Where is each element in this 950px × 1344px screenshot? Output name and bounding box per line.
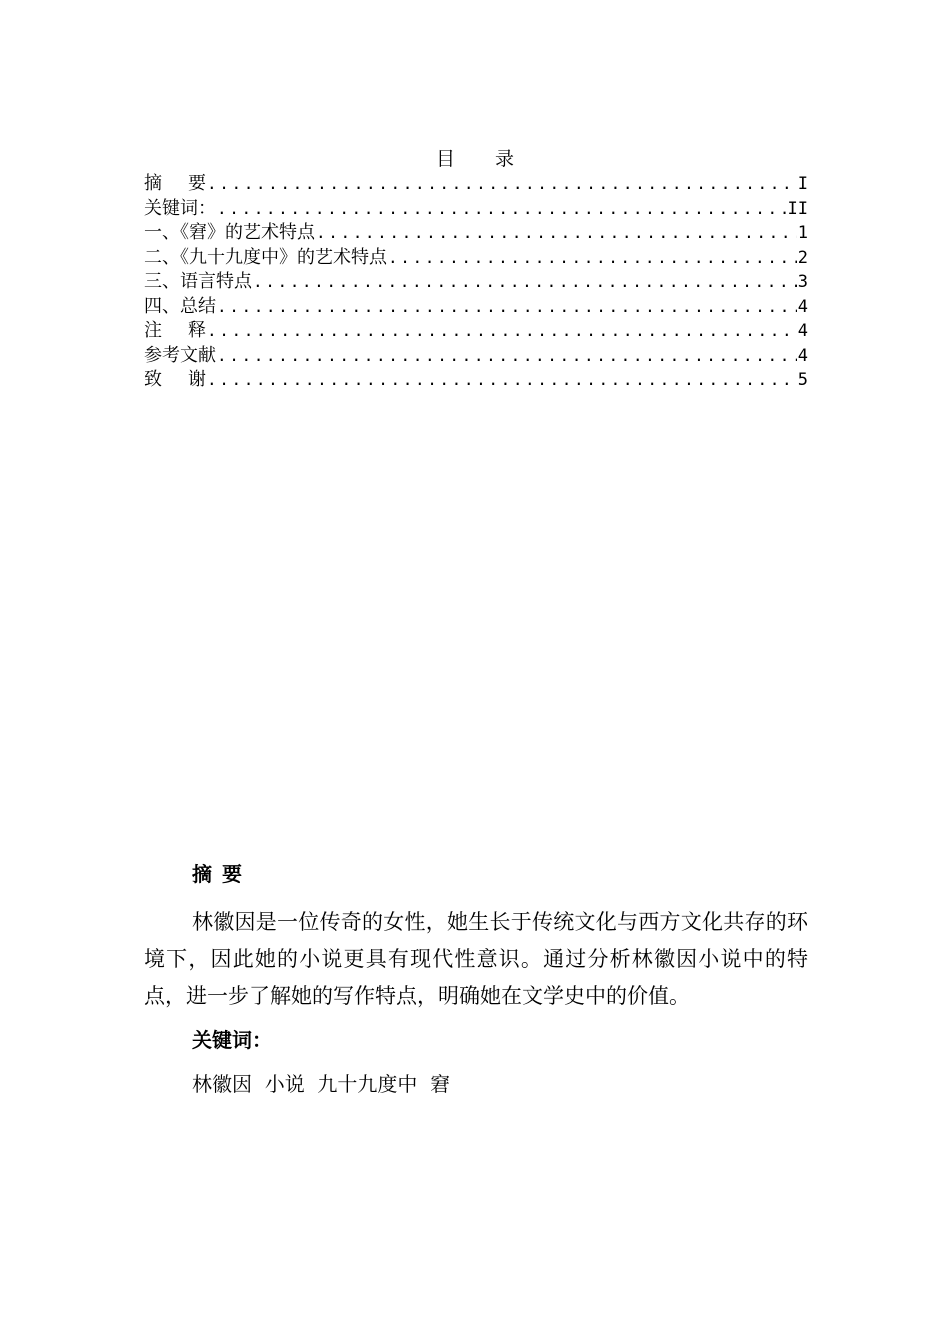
toc-leader-dots: [207, 368, 797, 393]
toc-page-number: 4: [797, 345, 808, 366]
toc-entry-label: 摘 要: [144, 173, 206, 194]
toc-entry-label: 致 谢: [144, 369, 206, 390]
toc-entry-label: 注 释: [144, 320, 206, 341]
toc-title: [0, 144, 950, 171]
toc-entry-label: 三、语言特点: [144, 271, 252, 292]
table-of-contents: [144, 172, 808, 393]
toc-leader-dots: [388, 246, 797, 271]
toc-page-number: 2: [797, 247, 808, 268]
keywords-list: 林徽因 小说 九十九度中 窘: [192, 1072, 451, 1096]
toc-page-number: 4: [797, 321, 808, 341]
toc-entry-section-4[interactable]: [144, 295, 808, 320]
toc-entry-notes[interactable]: [144, 319, 808, 344]
toc-page-number: 1: [797, 223, 808, 243]
toc-entry-label: 参考文献: [144, 344, 216, 366]
keywords-heading: 关键词：: [192, 1028, 272, 1052]
abstract-body: 林徽因是一位传奇的女性，她生长于传统文化与西方文化共存的环境下，因此她的小说更具有现代性意识。通过分析林徽因小说中的特点，进一步了解她的写作特点，明确她在文学史中的价值。: [144, 910, 808, 1008]
toc-page-number: 5: [797, 370, 808, 390]
toc-entry-label: 二、《九十九度中》的艺术特点: [144, 246, 387, 268]
toc-page-number: 4: [797, 296, 808, 317]
toc-leader-dots: [217, 197, 787, 222]
toc-entry-section-3[interactable]: [144, 270, 808, 295]
toc-entry-label: 四、总结: [144, 295, 216, 317]
toc-entry-keywords[interactable]: [144, 197, 808, 222]
toc-title-left: 目: [435, 148, 455, 170]
toc-leader-dots: [207, 172, 797, 197]
toc-leader-dots: [217, 344, 797, 369]
toc-entry-references[interactable]: [144, 344, 808, 369]
toc-page-number: 3: [797, 272, 808, 292]
toc-entry-label: 一、《窘》的艺术特点: [144, 222, 315, 243]
toc-title-right: 录: [495, 148, 515, 170]
abstract-heading: 摘 要: [192, 862, 242, 886]
toc-leader-dots: [253, 270, 797, 295]
toc-entry-label: 关键词：: [144, 197, 216, 219]
toc-leader-dots: [217, 295, 797, 320]
toc-entry-section-2[interactable]: [144, 246, 808, 271]
toc-leader-dots: [316, 221, 797, 246]
toc-page-number: II: [787, 198, 808, 219]
toc-entry-abstract[interactable]: [144, 172, 808, 197]
toc-entry-acknowledgements[interactable]: [144, 368, 808, 393]
toc-page-number: I: [797, 174, 808, 194]
toc-entry-section-1[interactable]: [144, 221, 808, 246]
toc-leader-dots: [207, 319, 797, 344]
